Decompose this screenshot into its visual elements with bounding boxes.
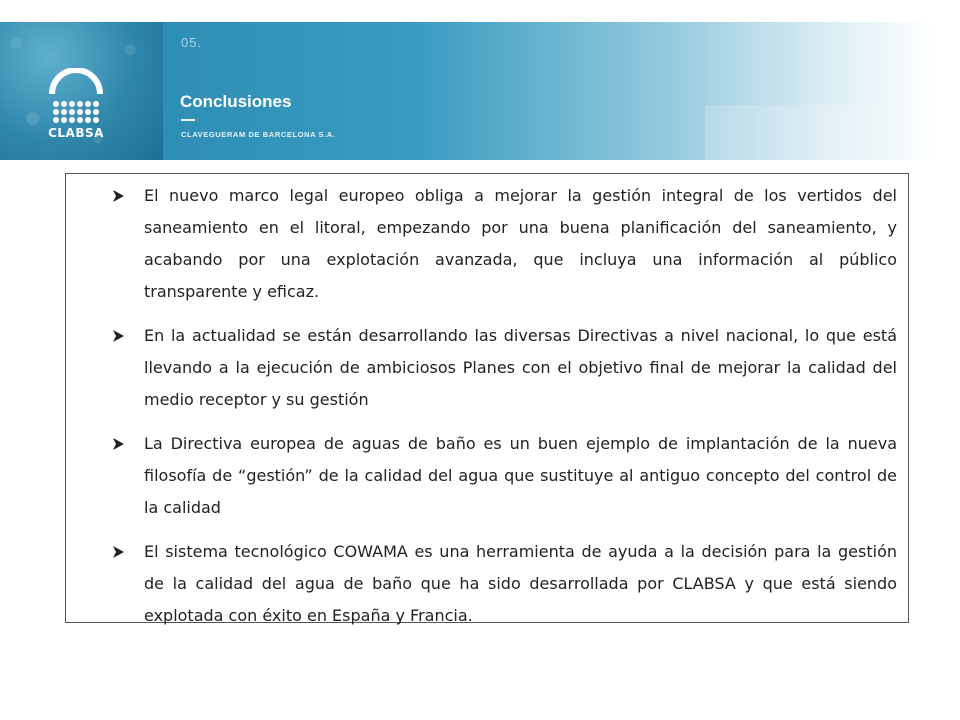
list-item <box>112 320 897 416</box>
list-item <box>112 428 897 524</box>
clabsa-logo-icon <box>46 68 106 128</box>
arrowhead-bullet-icon <box>112 180 130 212</box>
title-divider <box>181 119 195 121</box>
company-name: CLAVEGUERAM DE BARCELONA S.A. <box>181 130 336 139</box>
slide-header <box>0 22 935 160</box>
arrowhead-bullet-icon <box>112 536 130 568</box>
bullet-text: La Directiva europea de aguas de baño es un buen ejemplo de implantación de la nueva filosofía de “gestión” de la calidad del agua que sustituye al antiguo concepto del control de la calidad <box>144 434 897 517</box>
bullet-list <box>112 180 897 644</box>
bullet-text: El sistema tecnológico COWAMA es una herramienta de ayuda a la decisión para la gestión de la calidad del agua de baño que ha sido desarrollada por CLABSA y que está siendo explotada con éxito en España y Francia. <box>144 542 897 625</box>
slide-number: 05. <box>181 35 203 50</box>
arrowhead-bullet-icon <box>112 320 130 352</box>
list-item <box>112 180 897 308</box>
bullet-text: El nuevo marco legal europeo obliga a mejorar la gestión integral de los vertidos del saneamiento en el litoral, empezando por una buena planificación del saneamiento, y acabando por una explotación avanzada, que incluya una información al público transparente y eficaz. <box>144 186 897 301</box>
list-item <box>112 536 897 632</box>
page-title: Conclusiones <box>180 92 292 111</box>
logo-panel <box>0 22 163 160</box>
bullet-text: En la actualidad se están desarrollando las diversas Directivas a nivel nacional, lo que está llevando a la ejecución de ambiciosos Planes con el objetivo final de mejorar la calidad del medio receptor y su gestión <box>144 326 897 409</box>
logo-text: CLABSA <box>48 126 104 140</box>
header-decor-box <box>705 105 886 160</box>
content-box <box>65 173 909 623</box>
arrowhead-bullet-icon <box>112 428 130 460</box>
